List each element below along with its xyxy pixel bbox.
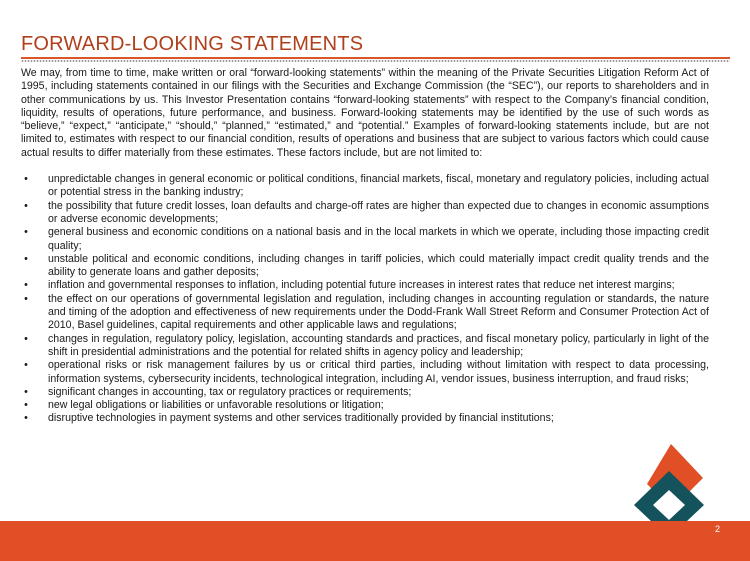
list-item-text: significant changes in accounting, tax or regulatory practices or requirements;	[48, 385, 412, 398]
list-item-text: inflation and governmental responses to inflation, including potential future increases in interest rates that reduce net interest margins;	[48, 279, 675, 292]
bullet-icon: •	[24, 252, 28, 265]
page-number: 2	[714, 524, 720, 534]
page-title: FORWARD-LOOKING STATEMENTS	[21, 33, 364, 55]
statement-body	[21, 67, 709, 426]
bullet-icon: •	[24, 412, 28, 425]
bullet-icon: •	[24, 332, 28, 345]
list-item	[21, 359, 709, 386]
list-item-text: unstable political and economic conditions, including changes in tariff policies, which could materially impact credit quality trends and the ability to generate loans and gather deposits;	[48, 252, 709, 279]
list-item-text: general business and economic conditions on a national basis and in the local markets in which we operate, including those impacting credit quality;	[48, 226, 709, 252]
bullet-icon: •	[24, 385, 28, 398]
intro-paragraph: We may, from time to time, make written or oral “forward-looking statements” within the meaning of the Private Securities Litigation Reform Act of 1995, including statements contained in our filings with the Securities and Exchange Commission (the “SEC”), our reports to shareholders and in other communications by us. This Investor Presentation contains “forward-looking statements” with respect to the Company’s financial condition, liquidity, results of operations, future performance, and business. Forward-looking statements may be identified by the use of such words as “believe,” “expect,” “anticipate,” “should,” “planned,” “estimated,” and “potential.” Examples of forward-looking statements include, but are not limited to, estimates with respect to our financial condition, results of operations and business that are subject to various factors which could cause actual results to differ materially from these estimates. These factors include, but are not limited to:	[21, 67, 709, 159]
list-item	[21, 412, 709, 425]
title-dotted-rule	[21, 60, 730, 62]
risk-factor-list	[21, 173, 709, 426]
title-underline	[21, 57, 730, 59]
list-item-text: operational risks or risk management failures by us or critical third parties, including without limitation with respect to data processing, information systems, cybersecurity incidents, technological integration, including AI, vendor issues, business interruption, and fraud risks;	[48, 359, 709, 385]
list-item	[21, 226, 709, 253]
bullet-icon: •	[24, 292, 28, 305]
bullet-icon: •	[24, 279, 28, 292]
list-item-text: unpredictable changes in general economic or political conditions, financial markets, fiscal, monetary and regulatory policies, including actual or potential stress in the banking industry;	[48, 173, 709, 199]
list-item-text: the possibility that future credit losses, loan defaults and charge-off rates are higher than expected due to changes in economic assumptions or adverse economic developments;	[48, 199, 709, 225]
bullet-icon: •	[24, 173, 28, 186]
list-item	[21, 399, 709, 412]
bullet-icon: •	[24, 359, 28, 372]
list-item-text: disruptive technologies in payment systems and other services traditionally provided by financial institutions;	[48, 412, 554, 425]
bullet-icon: •	[24, 399, 28, 412]
list-item	[21, 200, 709, 227]
list-item	[21, 333, 709, 360]
list-item	[21, 293, 709, 333]
list-item	[21, 253, 709, 280]
list-item-text: the effect on our operations of governmental legislation and regulation, including changes in accounting regulation or standards, the nature and timing of the adoption and effectiveness of new requirements under the Dodd-Frank Wall Street Reform and Consumer Protection Act of 2010, Basel guidelines, capital requirements and other applicable laws and regulations;	[48, 292, 709, 332]
bullet-icon: •	[24, 199, 28, 212]
list-item	[21, 386, 709, 399]
list-item	[21, 279, 709, 292]
bullet-icon: •	[24, 226, 28, 239]
list-item-text: changes in regulation, regulatory policy, legislation, accounting standards and practices, and fiscal monetary policy, particularly in light of the shift in presidential administrations and the potential for related shifts in agency policy and leadership;	[48, 332, 709, 358]
list-item	[21, 173, 709, 200]
list-item-text: new legal obligations or liabilities or unfavorable resolutions or litigation;	[48, 399, 384, 412]
footer-bar	[0, 521, 750, 561]
